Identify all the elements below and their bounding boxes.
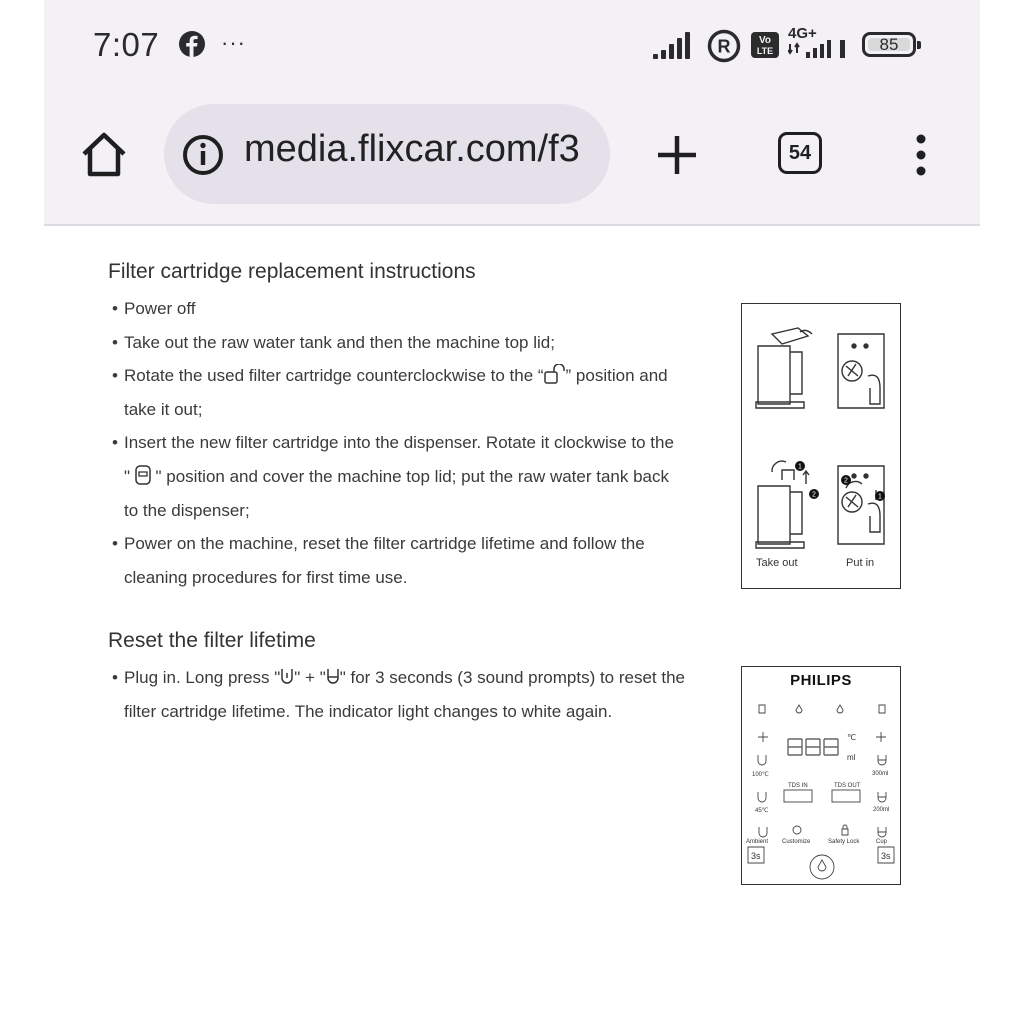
label-300ml: 300ml [872, 771, 889, 777]
list-item-text: Power off [124, 299, 196, 318]
dispenser-illustration [742, 304, 899, 587]
cellular-signal-icon [788, 40, 852, 60]
list-item-continuation: take it out; [124, 400, 203, 419]
chrome-divider [44, 224, 980, 226]
list-item-text: Take out the raw water tank and then the machine top lid; [124, 333, 555, 352]
address-bar[interactable] [164, 104, 610, 204]
list-item-continuation: filter cartridge lifetime. The indicator light changes to white again. [124, 702, 613, 721]
brand-logo-text: PHILIPS [790, 672, 852, 689]
list-item: • Take out the raw water tank and then the machine top lid; [112, 333, 555, 352]
wifi-signal-icon [653, 30, 697, 60]
svg-text:1: 1 [798, 463, 802, 471]
list-item: • Rotate the used filter cartridge counterclockwise to the “ ” position and [112, 366, 668, 385]
more-menu-icon[interactable] [912, 134, 930, 176]
list-item: • Insert the new filter cartridge into the dispenser. Rotate it clockwise to the [112, 433, 674, 452]
more-notifications-icon: ··· [221, 30, 246, 55]
label-45c: 45℃ [755, 808, 769, 814]
label-tds-out: TDS OUT [834, 783, 861, 789]
site-info-icon[interactable] [182, 134, 224, 176]
label-cup: Cup [876, 839, 888, 845]
caption-take-out: Take out [756, 557, 798, 569]
status-time: 7:07 [93, 26, 160, 63]
label-ambient: Ambient [746, 839, 769, 845]
list-item-text: " position and cover the machine top lid; put the raw water tank back [155, 467, 670, 486]
svg-text:2: 2 [844, 477, 848, 485]
list-item-text: ” position and [565, 366, 668, 385]
battery-tip [917, 41, 921, 49]
label-200ml: 200ml [873, 807, 890, 813]
list-item-continuation: to the dispenser; [124, 501, 250, 520]
battery-indicator [862, 32, 916, 57]
facebook-notification-icon [179, 31, 205, 57]
list-item-text: Insert the new filter cartridge into the dispenser. Rotate it clockwise to the [124, 433, 674, 452]
tab-switcher-button[interactable]: 54 [778, 132, 822, 174]
list-item-text: " [124, 467, 131, 486]
label-100c: 100℃ [752, 772, 769, 778]
caption-put-in: Put in [846, 557, 875, 569]
lock-icon [135, 465, 151, 485]
label-customize: Customize [782, 839, 811, 845]
url-text[interactable]: media.flixcar.com/f3 [244, 128, 580, 170]
cup-icon [326, 668, 340, 686]
list-item: • Power off [112, 299, 196, 318]
ambient-cup-icon [280, 668, 294, 686]
home-icon[interactable] [80, 130, 128, 178]
svg-text:R: R [717, 36, 731, 57]
list-item-text: Rotate the used filter cartridge counterclockwise to the “ [124, 366, 544, 385]
battery-level: 85 [868, 38, 910, 51]
unlock-icon [544, 364, 566, 384]
list-item-continuation: cleaning procedures for first time use. [124, 568, 408, 587]
section-title-reset-lifetime: Reset the filter lifetime [108, 629, 316, 652]
list-item-continuation [124, 460, 669, 493]
filter-replacement-figure [741, 303, 901, 589]
svg-text:Vo: Vo [758, 35, 772, 46]
new-tab-icon[interactable] [656, 134, 698, 176]
unit-ml: ml [847, 753, 856, 762]
registered-icon [707, 29, 741, 63]
svg-text:1: 1 [878, 493, 882, 501]
label-tds-in: TDS IN [788, 783, 808, 789]
label-safety-lock: Safety Lock [828, 839, 860, 845]
unit-celsius: ℃ [847, 733, 856, 742]
list-item-text: " + " [294, 668, 326, 687]
list-item-text: Plug in. Long press " [124, 668, 281, 687]
list-item: • Plug in. Long press " " + " " for 3 seconds (3 sound prompts) to reset the [112, 668, 686, 687]
volte-icon [751, 32, 779, 58]
control-panel-figure [741, 666, 901, 885]
list-item: • Power on the machine, reset the filter cartridge lifetime and follow the [112, 534, 645, 553]
section-title-filter-replacement: Filter cartridge replacement instructions [108, 260, 476, 283]
press-duration-right: 3s [881, 851, 891, 861]
svg-text:2: 2 [812, 491, 816, 499]
list-item-text: Power on the machine, reset the filter cartridge lifetime and follow the [124, 534, 645, 553]
network-type-label: 4G+ [788, 25, 817, 42]
list-item-text: " for 3 seconds (3 sound prompts) to reset the [339, 668, 686, 687]
svg-text:LTE: LTE [756, 46, 774, 56]
press-duration-left: 3s [751, 851, 761, 861]
